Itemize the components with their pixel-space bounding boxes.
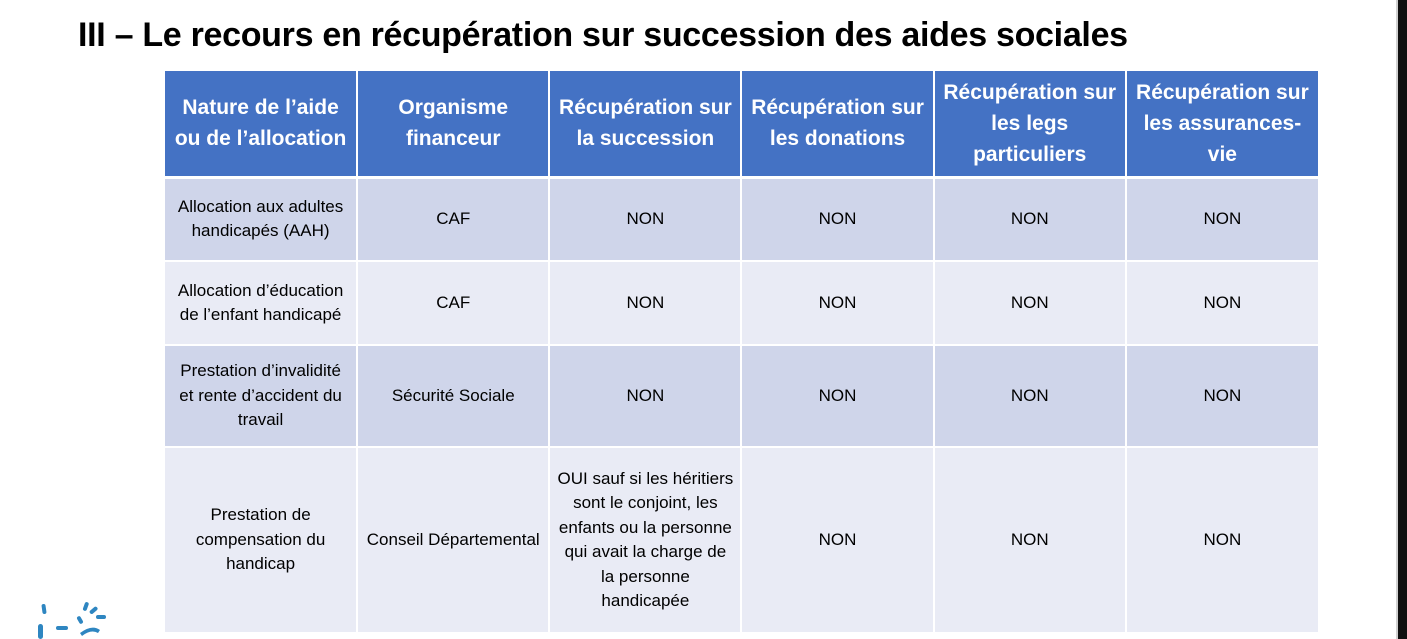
aid-recovery-table-container [165, 71, 1318, 634]
cell-assurances-vie: NON [1126, 345, 1318, 447]
cell-succession: NON [549, 261, 741, 345]
cell-succession: NON [549, 345, 741, 447]
cell-organisme: Conseil Départemental [357, 447, 549, 633]
cell-legs: NON [934, 447, 1126, 633]
header-succession: Récupération sur la succession [549, 71, 741, 177]
cell-nature: Prestation de compensation du handicap [165, 447, 357, 633]
header-nature: Nature de l’aide ou de l’allocation [165, 71, 357, 177]
header-organisme: Organisme financeur [357, 71, 549, 177]
cell-donations: NON [741, 177, 933, 261]
cell-organisme: CAF [357, 261, 549, 345]
header-donations: Récupération sur les donations [741, 71, 933, 177]
cell-legs: NON [934, 261, 1126, 345]
cell-assurances-vie: NON [1126, 261, 1318, 345]
header-legs: Récupération sur les legs particuliers [934, 71, 1126, 177]
window-edge [1398, 0, 1407, 639]
cell-organisme: CAF [357, 177, 549, 261]
header-row [165, 71, 1318, 177]
table-row [165, 177, 1318, 261]
cell-donations: NON [741, 345, 933, 447]
cell-nature: Allocation aux adultes handicapés (AAH) [165, 177, 357, 261]
table-body [165, 177, 1318, 633]
aid-recovery-table [165, 71, 1318, 634]
cell-donations: NON [741, 447, 933, 633]
table-header [165, 71, 1318, 177]
cell-nature: Allocation d’éducation de l’enfant handicapé [165, 261, 357, 345]
table-row [165, 261, 1318, 345]
table-row [165, 447, 1318, 633]
cell-assurances-vie: NON [1126, 447, 1318, 633]
cell-donations: NON [741, 261, 933, 345]
table-row [165, 345, 1318, 447]
header-assurances-vie: Récupération sur les assurances-vie [1126, 71, 1318, 177]
cell-nature: Prestation d’invalidité et rente d’accident du travail [165, 345, 357, 447]
organization-logo [34, 600, 114, 639]
cell-succession: NON [549, 177, 741, 261]
cell-legs: NON [934, 345, 1126, 447]
cell-legs: NON [934, 177, 1126, 261]
cell-succession: OUI sauf si les héritiers sont le conjoint, les enfants ou la personne qui avait la charge de la personne handicapée [549, 447, 741, 633]
slide-title: III – Le recours en récupération sur succession des aides sociales [78, 16, 1128, 54]
cell-assurances-vie: NON [1126, 177, 1318, 261]
cell-organisme: Sécurité Sociale [357, 345, 549, 447]
